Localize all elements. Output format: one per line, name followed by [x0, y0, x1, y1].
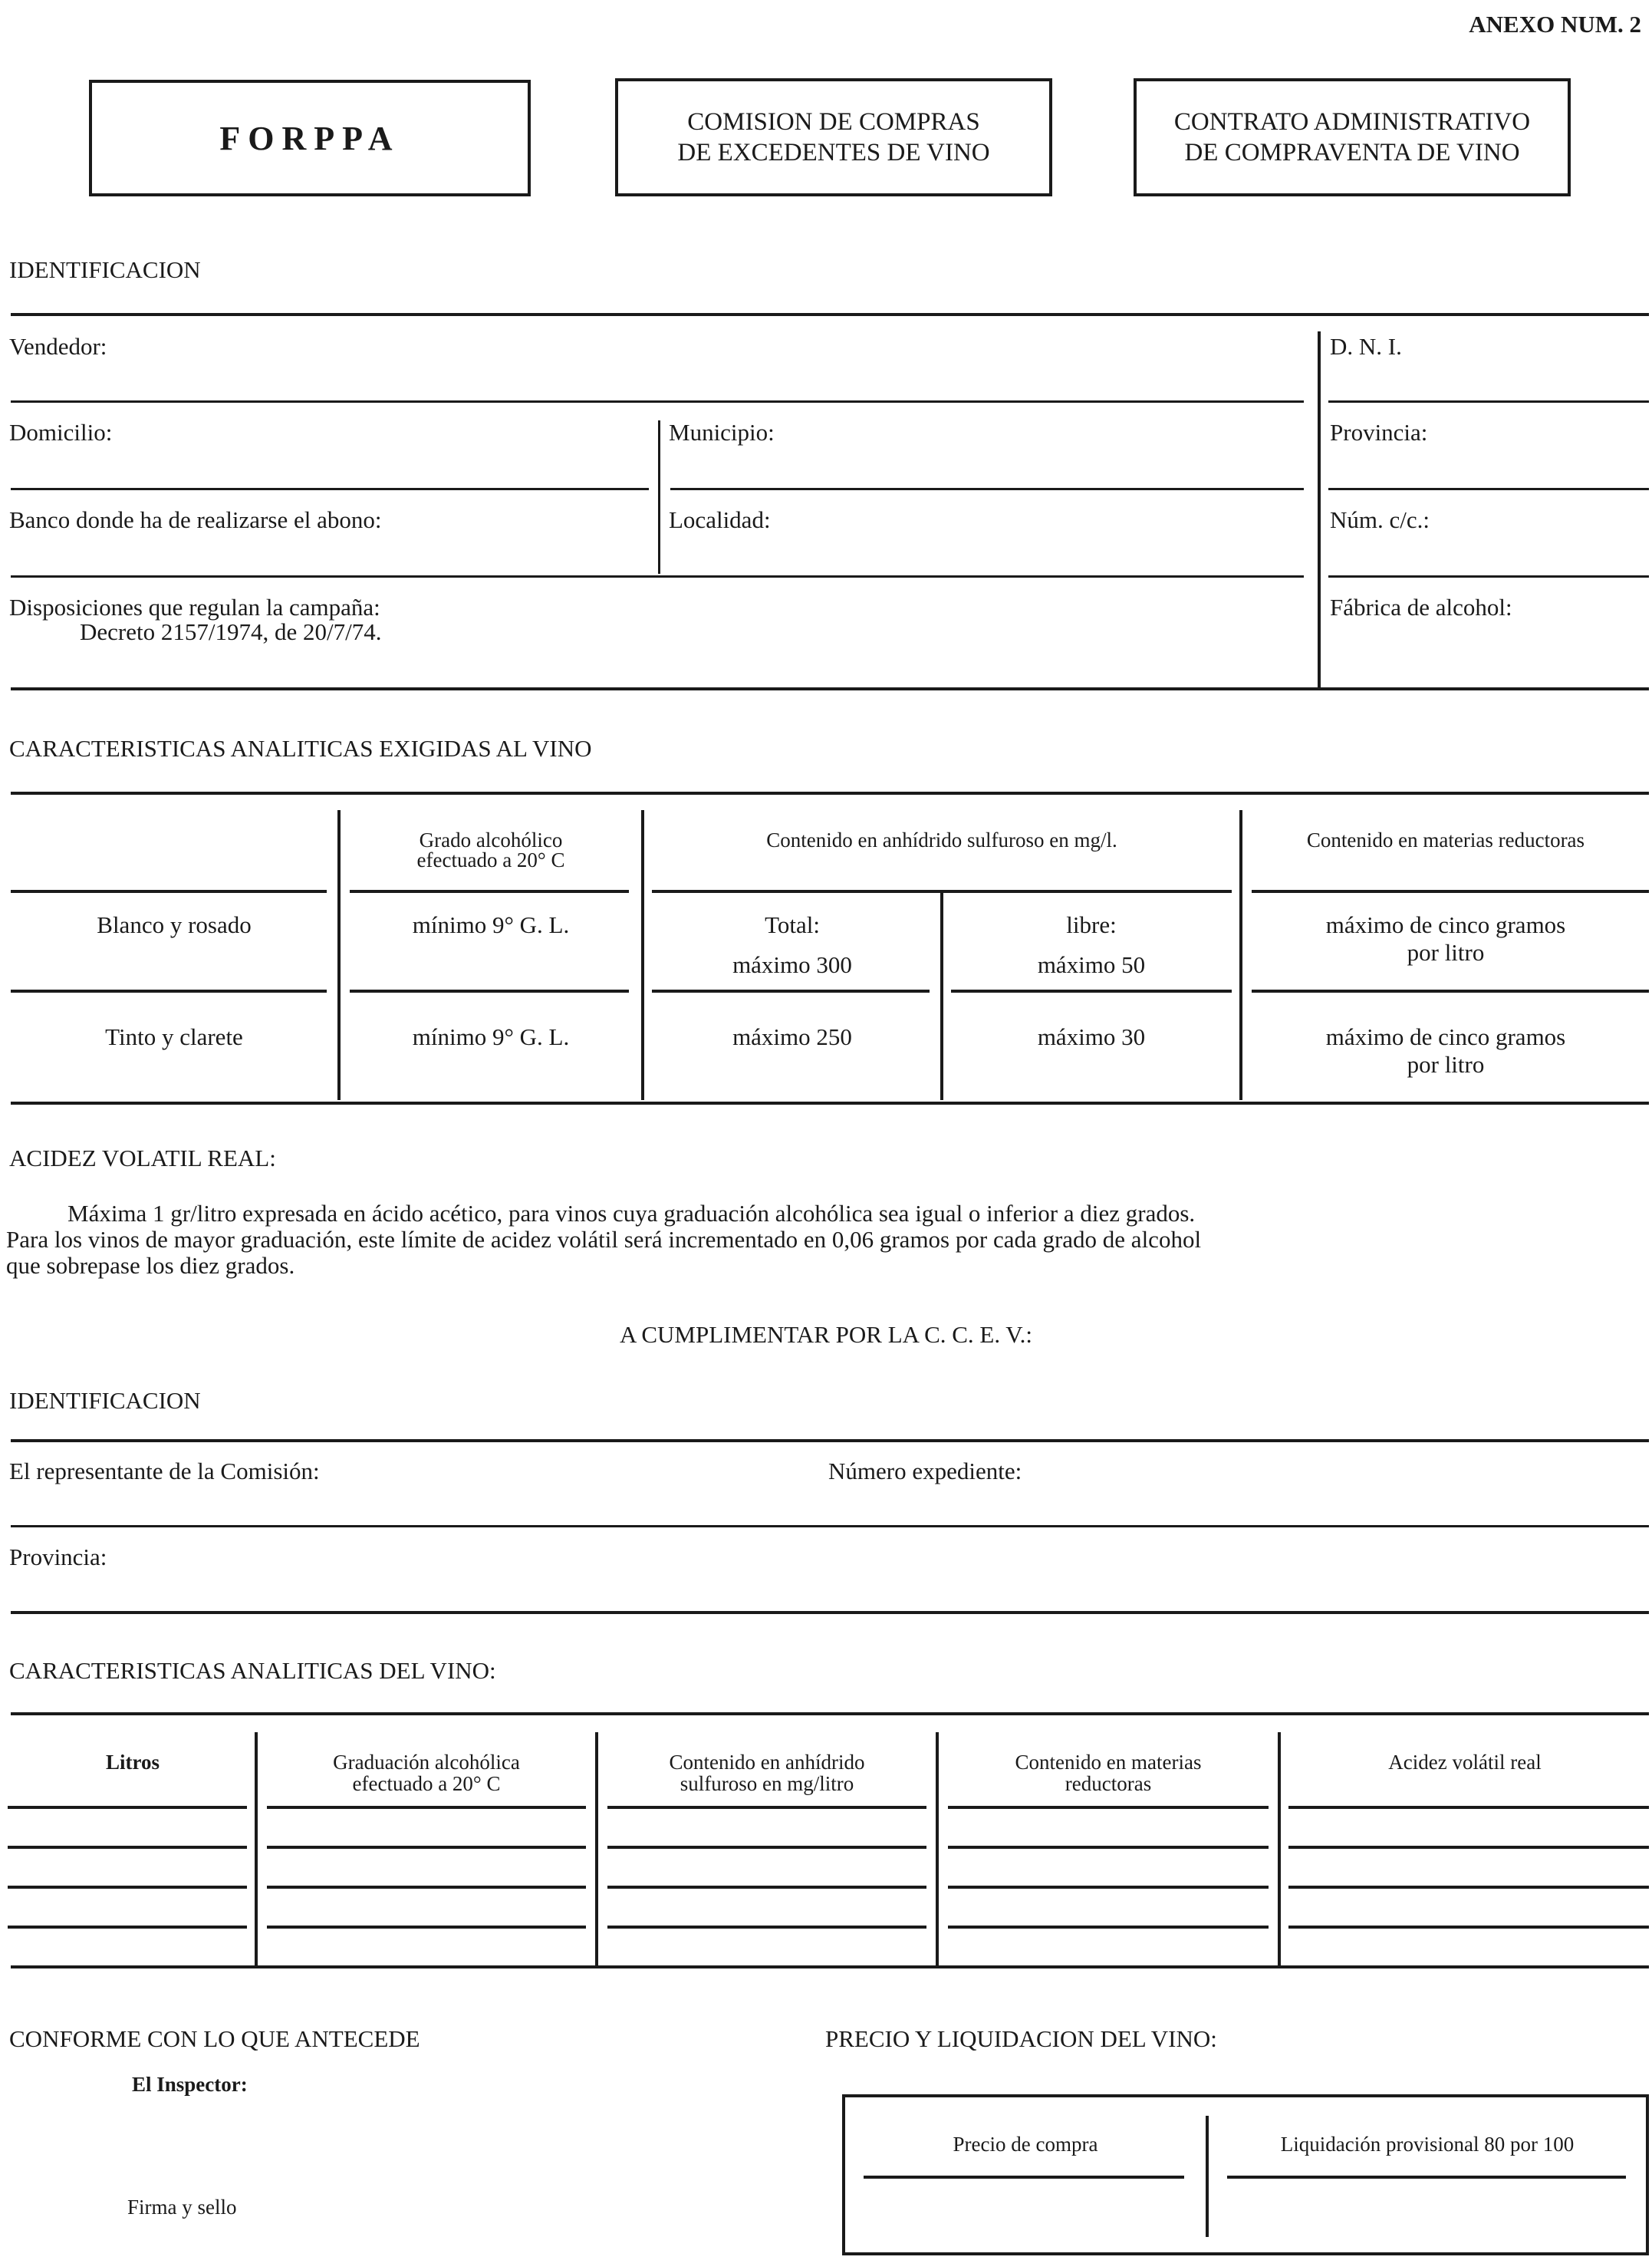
dni-label: D. N. I. — [1330, 333, 1402, 360]
acidez-title: ACIDEZ VOLATIL REAL: — [9, 1145, 276, 1171]
entry-line — [267, 1926, 586, 1929]
entry-line — [267, 1886, 586, 1889]
entry-line — [1288, 1806, 1649, 1809]
forppa-box — [89, 80, 531, 196]
acidez-line-3: que sobrepase los diez grados. — [6, 1252, 295, 1279]
commission-box — [615, 78, 1052, 196]
precio-compra-label: Precio de compra — [953, 2133, 1098, 2156]
exigidas-title: CARACTERISTICAS ANALITICAS EXIGIDAS AL VINO — [9, 735, 592, 762]
entry-line — [1288, 1926, 1649, 1929]
disposiciones-label: Disposiciones que regulan la campaña: — [9, 594, 380, 621]
entry-line — [948, 1806, 1269, 1809]
divider — [11, 792, 1649, 795]
fabrica-label: Fábrica de alcohol: — [1330, 594, 1512, 621]
divider — [951, 990, 1232, 993]
commission-line-2: DE EXCEDENTES DE VINO — [677, 139, 990, 166]
row-blanco-grado: mínimo 9° G. L. — [412, 911, 570, 938]
col-graduacion-line-2: efectuado a 20° C — [352, 1772, 501, 1795]
conforme-title: CONFORME CON LO QUE ANTECEDE — [9, 2025, 420, 2052]
row-blanco-total: máximo 300 — [732, 951, 852, 978]
divider — [350, 890, 629, 893]
col-sulfuroso: Contenido en anhídrido sulfuroso en mg/l. — [766, 829, 1117, 852]
field-line — [11, 488, 649, 490]
contract-line-2: DE COMPRAVENTA DE VINO — [1184, 139, 1520, 166]
entry-line — [607, 1846, 926, 1849]
entry-line — [8, 1846, 247, 1849]
entry-line — [8, 1806, 247, 1809]
entry-line — [267, 1806, 586, 1809]
divider — [652, 990, 930, 993]
vino-title: CARACTERISTICAS ANALITICAS DEL VINO: — [9, 1657, 496, 1684]
banco-label: Banco donde ha de realizarse el abono: — [9, 506, 382, 533]
divider — [11, 890, 327, 893]
liquidacion-label: Liquidación provisional 80 por 100 — [1280, 2133, 1575, 2156]
col-grado-line-2: efectuado a 20° C — [416, 848, 565, 871]
row-tinto-reductoras-2: por litro — [1407, 1051, 1485, 1078]
divider — [11, 990, 327, 993]
col-graduacion-line-1: Graduación alcohólica — [333, 1751, 520, 1774]
row-tinto-total: máximo 250 — [732, 1023, 852, 1050]
acidez-line-1: Máxima 1 gr/litro expresada en ácido acético, para vinos cuya graduación alcohólica sea igual o inferior a diez grados. — [67, 1200, 1196, 1227]
row-tinto-grado: mínimo 9° G. L. — [412, 1023, 570, 1050]
divider — [11, 313, 1649, 316]
divider — [11, 1965, 1649, 1968]
row-blanco-libre-label: libre: — [1066, 911, 1117, 938]
col-reductoras-line-1: Contenido en materias — [1015, 1751, 1202, 1774]
divider — [11, 1102, 1649, 1105]
acidez-line-2: Para los vinos de mayor graduación, este límite de acidez volátil será incrementado en 0,06 gramos por cada grado de alcohol — [6, 1226, 1202, 1253]
row-blanco-libre: máximo 50 — [1037, 951, 1146, 978]
col-sulfuroso-line-2: sulfuroso en mg/litro — [680, 1772, 854, 1795]
vendedor-label: Vendedor: — [9, 333, 107, 360]
row-tinto-tipo: Tinto y clarete — [105, 1023, 243, 1050]
precio-title: PRECIO Y LIQUIDACION DEL VINO: — [825, 2025, 1217, 2052]
forppa-label: FORPPA — [219, 119, 400, 157]
ccev-identificacion-title: IDENTIFICACION — [9, 1387, 201, 1414]
field-line — [670, 488, 1304, 490]
precio-box — [842, 2094, 1649, 2255]
col-sulfuroso-line-1: Contenido en anhídrido — [669, 1751, 865, 1774]
row-blanco-tipo: Blanco y rosado — [97, 911, 252, 938]
divider — [11, 687, 1649, 690]
ccev-title: A CUMPLIMENTAR POR LA C. C. E. V.: — [619, 1321, 1033, 1348]
contract-box — [1134, 78, 1571, 196]
entry-line — [948, 1846, 1269, 1849]
field-line — [11, 575, 1304, 578]
field-line — [11, 400, 1304, 403]
field-line — [1328, 488, 1649, 490]
entry-line — [607, 1886, 926, 1889]
divider — [1252, 990, 1649, 993]
col-reductoras: Contenido en materias reductoras — [1306, 829, 1585, 852]
col-reductoras-line-2: reductoras — [1065, 1772, 1152, 1795]
divider — [652, 890, 1232, 893]
representante-label: El representante de la Comisión: — [9, 1458, 320, 1484]
annex-number: ANEXO NUM. 2 — [1469, 11, 1641, 38]
contract-line-1: CONTRATO ADMINISTRATIVO — [1173, 108, 1531, 136]
num-cc-label: Núm. c/c.: — [1330, 506, 1430, 533]
domicilio-label: Domicilio: — [9, 419, 113, 446]
column-divider — [658, 420, 660, 574]
row-blanco-reductoras-2: por litro — [1407, 939, 1485, 966]
divider — [11, 1439, 1649, 1442]
field-line — [1328, 575, 1649, 578]
inspector-label: El Inspector: — [132, 2073, 248, 2096]
row-blanco-total-label: Total: — [765, 911, 820, 938]
identificacion-title: IDENTIFICACION — [9, 256, 201, 283]
entry-line — [1288, 1846, 1649, 1849]
divider — [11, 1712, 1649, 1715]
firma-label: Firma y sello — [127, 2196, 237, 2219]
entry-line — [8, 1926, 247, 1929]
field-line — [1328, 400, 1649, 403]
entry-line — [864, 2176, 1184, 2179]
row-tinto-reductoras-1: máximo de cinco gramos — [1325, 1023, 1566, 1050]
entry-line — [607, 1926, 926, 1929]
entry-line — [1227, 2176, 1626, 2179]
provincia-label: Provincia: — [1330, 419, 1428, 446]
entry-line — [948, 1886, 1269, 1889]
field-line — [11, 1525, 1649, 1527]
entry-line — [1288, 1886, 1649, 1889]
municipio-label: Municipio: — [669, 419, 775, 446]
column-divider — [1318, 331, 1321, 689]
divider — [350, 990, 629, 993]
localidad-label: Localidad: — [669, 506, 771, 533]
col-grado-line-1: Grado alcohólico — [419, 829, 563, 852]
entry-line — [948, 1926, 1269, 1929]
row-tinto-libre: máximo 30 — [1037, 1023, 1146, 1050]
entry-line — [267, 1846, 586, 1849]
decreto-text: Decreto 2157/1974, de 20/7/74. — [80, 618, 382, 645]
ccev-provincia-label: Provincia: — [9, 1543, 107, 1570]
divider — [1252, 890, 1649, 893]
entry-line — [8, 1886, 247, 1889]
col-litros: Litros — [105, 1751, 160, 1774]
divider — [11, 1611, 1649, 1614]
row-blanco-reductoras-1: máximo de cinco gramos — [1325, 911, 1566, 938]
commission-line-1: COMISION DE COMPRAS — [687, 108, 980, 136]
entry-line — [607, 1806, 926, 1809]
expediente-label: Número expediente: — [828, 1458, 1022, 1484]
col-acidez: Acidez volátil real — [1388, 1751, 1542, 1774]
